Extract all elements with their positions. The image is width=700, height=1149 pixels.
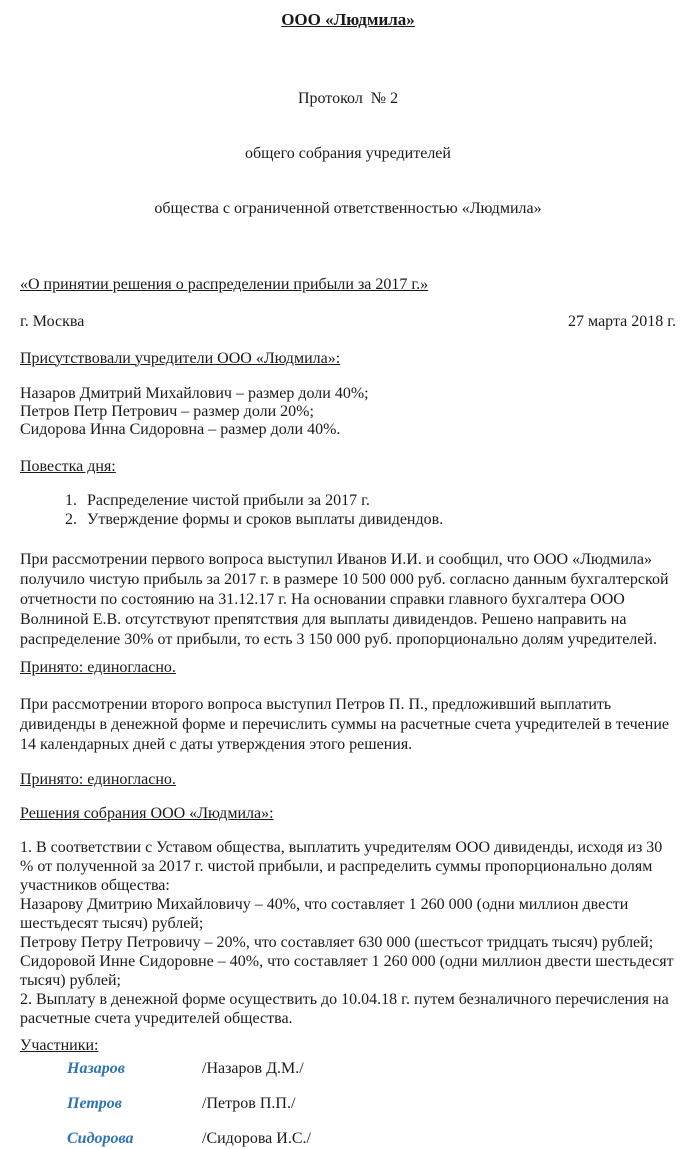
signature-handwritten: Петров <box>67 1095 122 1113</box>
discussion-paragraph-2: При рассмотрении второго вопроса выступил Петров П. П., предложивший выплатить дивиденды в денежной форме и перечислить суммы на расчетные счета учредителей в течение 14 календарных дней с даты утверждения этого решения. <box>20 696 669 754</box>
resolution-line-1: Принято: единогласно. <box>20 659 176 677</box>
decisions-heading: Решения собрания ООО «Людмила»: <box>20 805 274 823</box>
decision-line: 2. Выплату в денежной форме осуществить до 10.04.18 г. путем безналичного перечисления на расчетные счета учредителей общества. <box>20 991 669 1028</box>
discussion-paragraph-1: При рассмотрении первого вопроса выступил Иванов И.И. и сообщил, что ООО «Людмила» получило чистую прибыль за 2017 г. в размере 10 500 000 руб. согласно данным бухгалтерской отчетности по состоянию на 31.12.17 г. На основании справки главного бухгалтера ООО Волниной Е.В. отсутствуют препятствия для выплаты дивидендов. Решено направить на распределение 30% от прибыли, то есть 3 150 000 руб. пропорционально долям учредителей. <box>20 551 669 649</box>
signature-handwritten: Сидорова <box>67 1130 134 1148</box>
participants-heading: Участники: <box>20 1037 99 1055</box>
attendee-line: Сидорова Инна Сидоровна – размер доли 40%. <box>20 421 341 439</box>
company-title: ООО «Людмила» <box>281 10 415 29</box>
decision-line: Назарову Дмитрию Михайловичу – 40%, что составляет 1 260 000 (одни миллион двести шестьдесят тысяч) рублей; <box>20 896 629 933</box>
agenda-item <box>65 510 676 529</box>
protocol-company-line: общества с ограниченной ответственностью «Людмила» <box>154 200 542 218</box>
agenda-heading: Повестка дня: <box>20 457 116 475</box>
signature-printed-name: /Петров П.П./ <box>202 1095 296 1113</box>
attendees-heading: Присутствовали учредители ООО «Людмила»: <box>20 349 341 367</box>
protocol-number-line: Протокол № 2 <box>297 90 399 108</box>
signature-printed-name: /Назаров Д.М./ <box>202 1060 304 1078</box>
agenda-item-text: Утверждение формы и сроков выплаты дивидендов. <box>87 510 444 528</box>
protocol-meeting-line: общего собрания учредителей <box>245 145 451 163</box>
signature-row <box>67 1129 676 1149</box>
protocol-heading <box>20 53 676 255</box>
date-label: 27 марта 2018 г. <box>568 312 676 330</box>
resolution-line-2: Принято: единогласно. <box>20 771 176 789</box>
agenda-item <box>65 491 676 510</box>
attendees-list <box>20 385 676 440</box>
decision-line: 1. В соответствии с Уставом общества, выплатить учредителям ООО дивиденды, исходя из 30 % от полученной за 2017 г. чистой прибыли, и распределить суммы пропорционально долям участников общества: <box>20 839 663 895</box>
agenda-list <box>20 491 676 529</box>
signature-printed-name: /Сидорова И.С./ <box>202 1130 311 1148</box>
decision-line: Петрову Петру Петровичу – 20%, что составляет 630 000 (шестьсот тридцать тысяч) рублей; <box>20 934 654 952</box>
agenda-item-number: 2. <box>65 510 77 528</box>
agenda-item-number: 1. <box>65 491 77 509</box>
signature-handwritten: Назаров <box>67 1060 125 1078</box>
decision-line: Сидоровой Инне Сидоровне – 40%, что составляет 1 260 000 (одни миллион двести шестьдесят тысяч) рублей; <box>20 953 674 990</box>
signature-row <box>67 1059 676 1079</box>
attendee-line: Назаров Дмитрий Михайлович – размер доли 40%; <box>20 384 369 402</box>
agenda-item-text: Распределение чистой прибыли за 2017 г. <box>87 491 370 509</box>
subject-line: «О принятии решения о распределении прибыли за 2017 г.» <box>20 275 429 293</box>
signatures-block <box>20 1059 676 1149</box>
place-date-row <box>20 312 676 332</box>
city-label: г. Москва <box>20 312 85 330</box>
attendee-line: Петров Петр Петрович – размер доли 20%; <box>20 402 314 420</box>
signature-row <box>67 1094 676 1114</box>
